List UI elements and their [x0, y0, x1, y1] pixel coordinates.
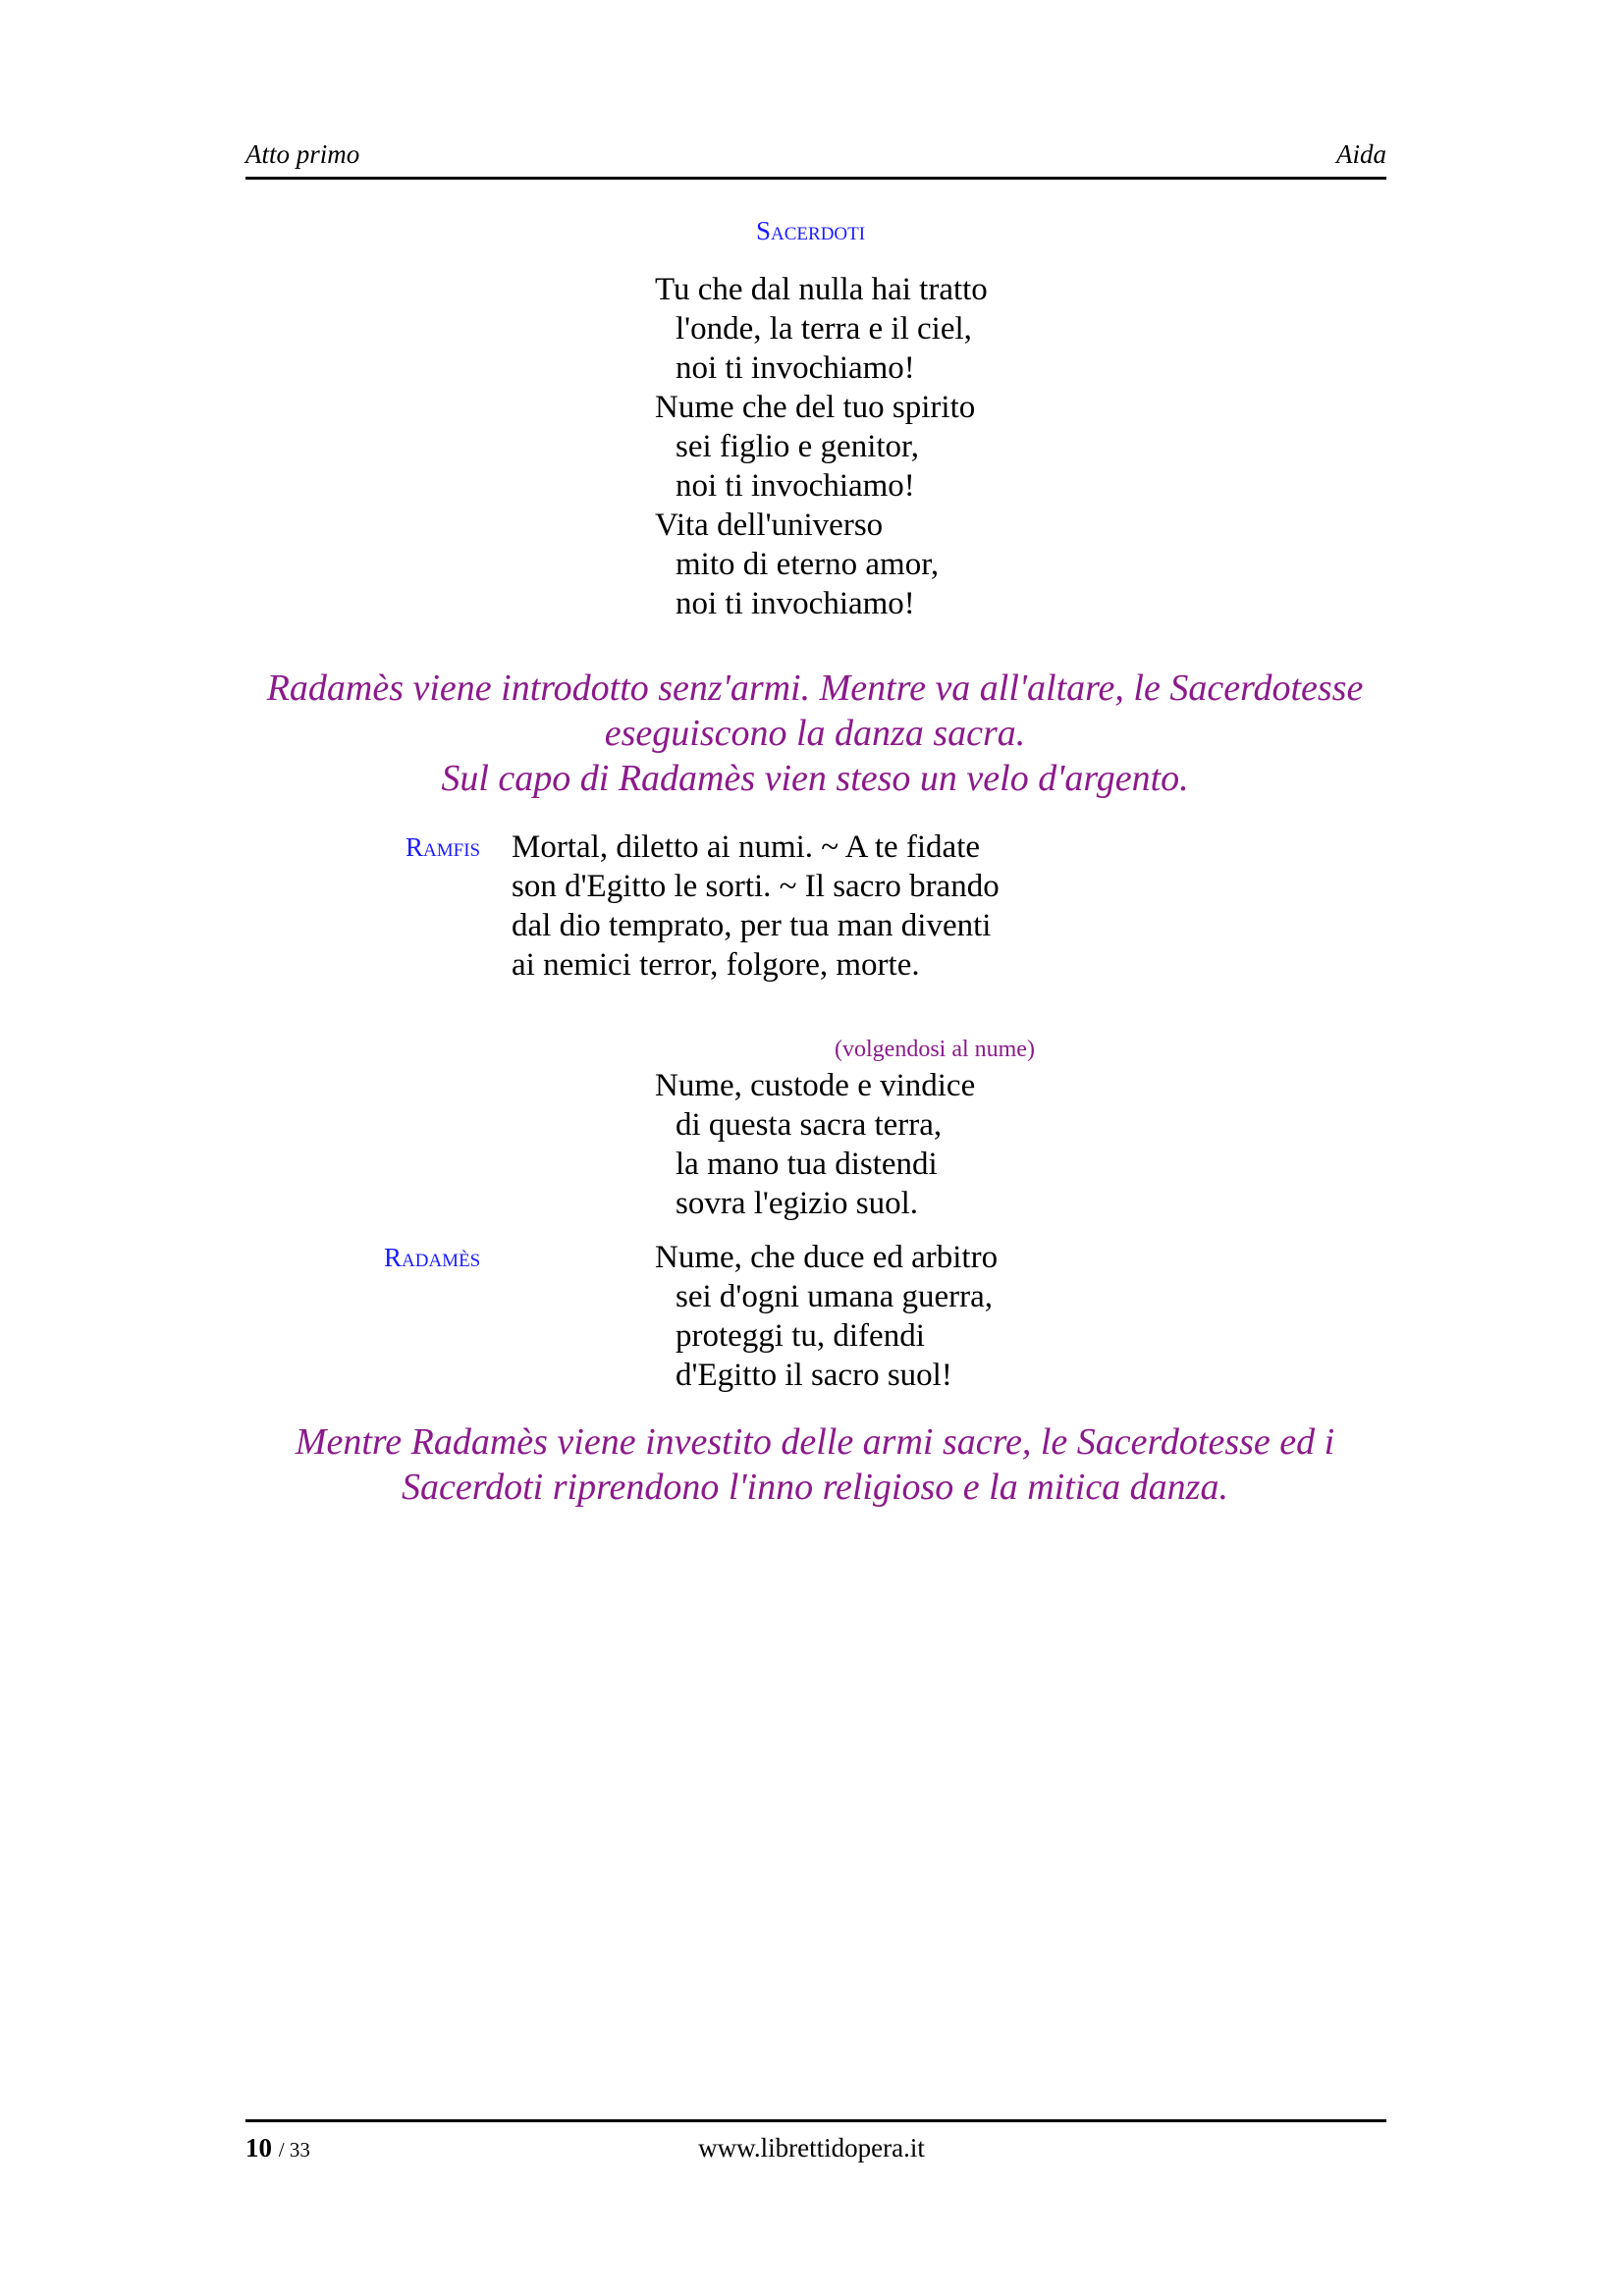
verse-line: sei figlio e genitor, [676, 429, 919, 464]
header-title: Aida [1336, 139, 1386, 169]
speaker-sacerdoti: Sacerdoti [756, 216, 866, 245]
header-act: Atto primo [245, 139, 360, 169]
verse-sacerdoti [655, 270, 988, 623]
speaker-ramfis: Ramfis [406, 832, 481, 862]
verse-line: di questa sacra terra, [676, 1107, 943, 1143]
verse-line: Nume che del tuo spirito [655, 390, 976, 425]
verse-radames [655, 1238, 998, 1395]
page-current: 10 [245, 2133, 272, 2163]
page-header [245, 139, 1386, 180]
verse-line: Vita dell'universo [655, 507, 884, 543]
page-total: / 33 [278, 2138, 310, 2162]
stage-direction [226, 1419, 1404, 1510]
stage-direction-line: Sul capo di Radamès vien steso un velo d'argento. [441, 758, 1189, 799]
verse-line: Nume, che duce ed arbitro [655, 1240, 999, 1275]
speaker-radames: Radamès [384, 1243, 481, 1272]
verse-line: dal dio temprato, per tua man diventi [512, 908, 992, 943]
stage-direction-line: Mentre Radamès viene investito delle armi sacre, le Sacerdotesse ed i [295, 1421, 1335, 1463]
stage-direction-line: Radamès viene introdotto senz'armi. Mentre va all'altare, le Sacerdotesse [266, 667, 1364, 709]
stage-direction [226, 666, 1404, 801]
stage-direction-line: Sacerdoti riprendono l'inno religioso e la mitica danza. [402, 1467, 1228, 1508]
verse-line: proteggi tu, difendi [676, 1318, 925, 1354]
verse-line: Mortal, diletto ai numi. ~ A te fidate [512, 829, 981, 865]
verse-line: sovra l'egizio suol. [676, 1186, 918, 1221]
verse-line: Nume, custode e vindice [655, 1068, 976, 1103]
stage-note: (volgendosi al nume) [835, 1037, 1035, 1062]
verse-line: sei d'ogni umana guerra, [676, 1279, 994, 1314]
verse-line: son d'Egitto le sorti. ~ Il sacro brando [512, 869, 1000, 904]
verse-line: noi ti invochiamo! [676, 350, 915, 386]
footer-rule [245, 2119, 1386, 2122]
verse-line: Tu che dal nulla hai tratto [655, 272, 988, 307]
verse-line: la mano tua distendi [676, 1147, 938, 1182]
verse-ramfis-invocation [655, 1066, 975, 1223]
verse-line: noi ti invochiamo! [676, 586, 915, 621]
verse-line: mito di eterno amor, [676, 547, 940, 582]
verse-ramfis [512, 828, 1000, 985]
stage-direction-line: eseguiscono la danza sacra. [604, 713, 1026, 754]
verse-line: l'onde, la terra e il ciel, [676, 311, 972, 347]
verse-line: d'Egitto il sacro suol! [676, 1358, 952, 1393]
footer-site: www.librettidopera.it [698, 2133, 925, 2163]
verse-line: ai nemici terror, folgore, morte. [512, 947, 920, 983]
verse-line: noi ti invochiamo! [676, 468, 915, 504]
